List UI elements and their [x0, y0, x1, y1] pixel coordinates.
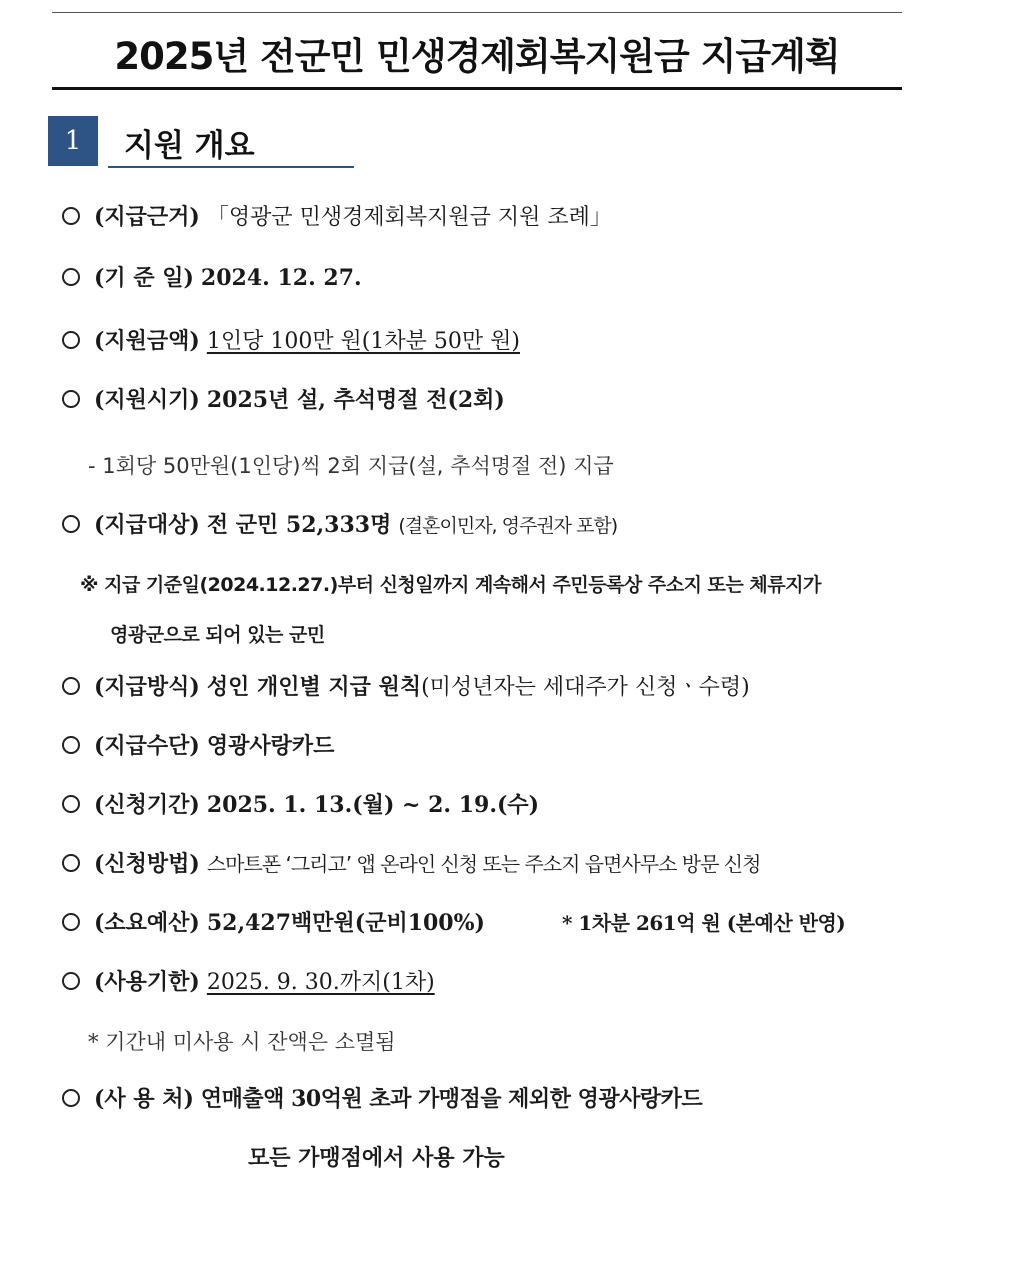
- title-bottom-rule: [52, 87, 902, 90]
- item-label: (지급방식): [94, 674, 200, 700]
- circle-bullet-icon: [62, 331, 80, 349]
- item-amount: [62, 326, 520, 357]
- item-value: 2024. 12. 27.: [200, 265, 362, 291]
- item-label: (신청기간): [94, 792, 200, 818]
- item-value: 1인당 100만 원(1차분 50만 원): [206, 329, 520, 354]
- item-label: (지급수단): [94, 733, 200, 759]
- target-note-line1: ※ 지급 기준일(2024.12.27.)부터 신청일까지 계속해서 주민등록상 주소지 또는 체류지가: [80, 574, 821, 596]
- circle-bullet-icon: [62, 1089, 80, 1107]
- item-label: (지급근거): [94, 204, 200, 230]
- item-value: 영광사랑카드: [206, 733, 335, 759]
- section-title: 지원 개요: [124, 128, 255, 164]
- item-expiry-sub: * 기간내 미사용 시 잔액은 소멸됨: [88, 1030, 396, 1054]
- item-period: [62, 790, 539, 821]
- item-timing: [62, 385, 505, 416]
- section-underline: [108, 166, 354, 168]
- item-value: 2025. 1. 13.(월) ~ 2. 19.(수): [206, 792, 540, 818]
- circle-bullet-icon: [62, 207, 80, 225]
- item-value: 2025. 9. 30.까지(1차): [206, 970, 435, 995]
- item-timing-sub: - 1회당 50만원(1인당)씩 2회 지급(설, 추석명절 전) 지급: [88, 454, 614, 478]
- item-usage-line2: 모든 가맹점에서 사용 가능: [248, 1145, 505, 1171]
- item-budget: [62, 908, 485, 939]
- item-value: 2025년 설, 추석명절 전(2회): [206, 387, 505, 413]
- circle-bullet-icon: [62, 390, 80, 408]
- circle-bullet-icon: [62, 913, 80, 931]
- item-value: 전 군민 52,333명: [206, 512, 392, 538]
- title-block: [52, 12, 902, 90]
- item-target: [62, 510, 617, 541]
- item-label: (지급대상): [94, 512, 200, 538]
- circle-bullet-icon: [62, 854, 80, 872]
- circle-bullet-icon: [62, 795, 80, 813]
- item-usage: [62, 1084, 702, 1115]
- item-label: (기 준 일): [94, 265, 194, 291]
- item-value: 스마트폰 ‘그리고’ 앱 온라인 신청 또는 주소지 읍면사무소 방문 신청: [206, 852, 761, 876]
- section-number: 1: [48, 116, 98, 166]
- item-basis: [62, 202, 612, 233]
- circle-bullet-icon: [62, 268, 80, 286]
- item-means: [62, 731, 334, 762]
- target-note-line2: 영광군으로 되어 있는 군민: [110, 624, 325, 646]
- item-extra: (미성년자는 세대주가 신청ㆍ수령): [421, 675, 750, 700]
- item-label: (신청방법): [94, 851, 200, 877]
- item-expiry: [62, 967, 435, 998]
- item-label: (소요예산): [94, 910, 200, 936]
- item-label: (지원시기): [94, 387, 200, 413]
- item-extra: (결혼이민자, 영주권자 포함): [398, 515, 618, 537]
- section-header: [48, 116, 306, 168]
- circle-bullet-icon: [62, 736, 80, 754]
- item-value: 52,427백만원(군비100%): [206, 910, 485, 936]
- title-top-rule: [52, 12, 902, 13]
- page-title: 2025년 전군민 민생경제회복지원금 지급계획: [114, 35, 840, 78]
- item-label: (지원금액): [94, 328, 200, 354]
- item-budget-extra: * 1차분 261억 원 (본예산 반영): [562, 911, 846, 935]
- circle-bullet-icon: [62, 677, 80, 695]
- item-method: [62, 672, 750, 703]
- circle-bullet-icon: [62, 972, 80, 990]
- item-label: (사용기한): [94, 969, 200, 995]
- circle-bullet-icon: [62, 515, 80, 533]
- item-label: (사 용 처): [94, 1086, 194, 1112]
- item-apply: [62, 849, 760, 880]
- item-value: 성인 개인별 지급 원칙: [206, 674, 422, 700]
- item-value: 연매출액 30억원 초과 가맹점을 제외한 영광사랑카드: [200, 1086, 703, 1112]
- item-value: 「영광군 민생경제회복지원금 지원 조례」: [206, 205, 612, 230]
- item-date: [62, 263, 362, 294]
